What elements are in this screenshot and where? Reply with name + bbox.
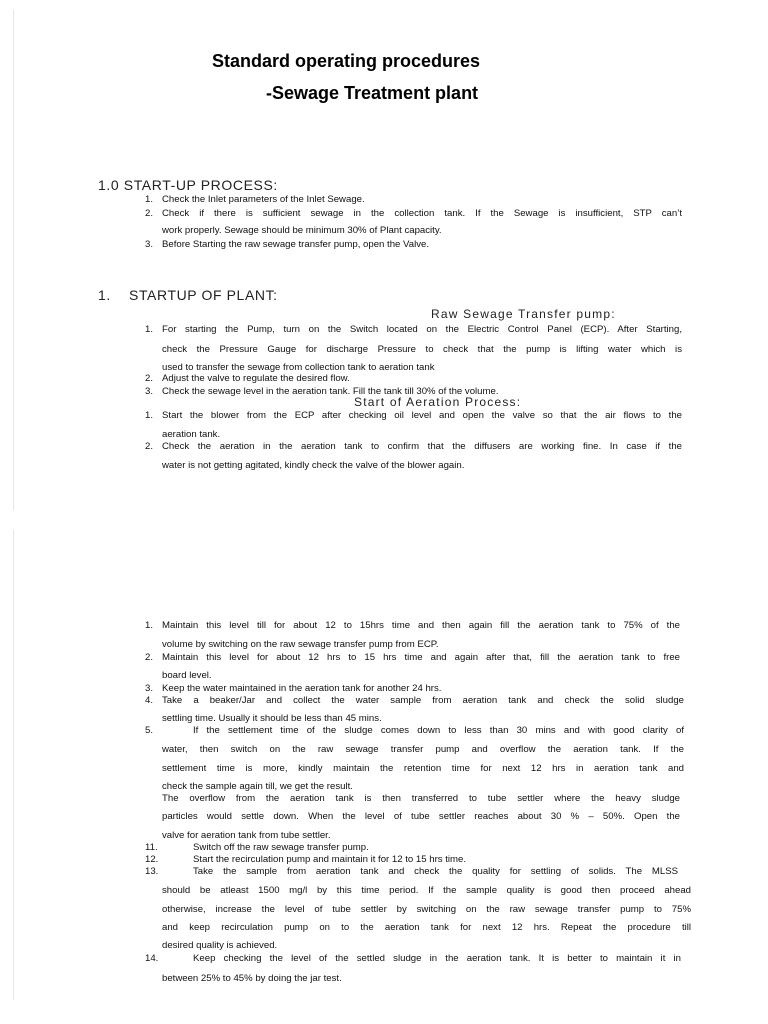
list-item-text: water is not getting agitated, kindly check the valve of the blower again. (162, 460, 465, 471)
subheading-start-of-aeration-process: Start of Aeration Process: (354, 395, 522, 409)
list-number: 1. (145, 410, 154, 421)
list-number: 3. (145, 386, 154, 397)
list-number: 1. (145, 620, 154, 631)
list-item-text: volume by switching on the raw sewage transfer pump from ECP. (162, 639, 439, 650)
list-item-text: desired quality is achieved. (162, 940, 278, 951)
list-number: 4. (145, 695, 154, 706)
list-item-text: Take the sample from aeration tank and check the quality for settling of solids. The MLSS (193, 866, 678, 877)
list-item-text: Maintain this level till for about 12 to 15hrs time and then again fill the aeration tank to 75% of the (162, 620, 680, 631)
list-item-text: should be atleast 1500 mg/l by this time period. If the sample quality is good then proceed ahead (162, 885, 691, 896)
list-number: 2. (145, 208, 154, 219)
list-item-text: Switch off the raw sewage transfer pump. (193, 842, 369, 853)
page-edge-line (13, 530, 14, 1000)
list-item-text: If the settlement time of the sludge comes down to less than 30 mins and with good clarity of (193, 725, 684, 736)
list-item-text: Adjust the valve to regulate the desired flow. (162, 373, 350, 384)
list-item-text: and keep recirculation pump on to the aeration tank for next 12 hrs. Repeat the procedure till (162, 922, 691, 933)
doc-title-line-1: Standard operating procedures (212, 51, 481, 71)
list-item-text: settling time. Usually it should be less than 45 mins. (162, 713, 382, 724)
list-item-text: check the sample again till, we get the result. (162, 781, 353, 792)
list-item-text: check the Pressure Gauge for discharge Pressure to check that the pump is lifting water which is (162, 344, 682, 355)
section-number: 1. (98, 287, 111, 303)
list-item-text: Check the Inlet parameters of the Inlet Sewage. (162, 194, 365, 205)
section-heading-startup-of-plant: STARTUP OF PLANT: (129, 287, 278, 303)
list-item-text: The overflow from the aeration tank is then transferred to tube settler where the heavy sludge (162, 793, 680, 804)
list-item-text: Maintain this level for about 12 hrs to 15 hrs time and again after that, fill the aeration tank to free (162, 652, 680, 663)
list-number: 2. (145, 373, 154, 384)
list-item-text: between 25% to 45% by doing the jar test. (162, 973, 342, 984)
list-item-text: aeration tank. (162, 429, 221, 440)
list-item-text: Check the aeration in the aeration tank to confirm that the diffusers are working fine. In case if the (162, 441, 682, 452)
list-item-text: Take a beaker/Jar and collect the water sample from aeration tank and check the solid sludge (162, 695, 684, 706)
list-number: 1. (145, 194, 154, 205)
list-number: 3. (145, 683, 154, 694)
page-edge-line (13, 10, 14, 510)
list-item-text: used to transfer the sewage from collection tank to aeration tank (162, 362, 435, 373)
list-item-text: For starting the Pump, turn on the Switch located on the Electric Control Panel (ECP). After Starting, (162, 324, 682, 335)
doc-title-line-2: -Sewage Treatment plant (266, 83, 479, 103)
list-item-text: Start the blower from the ECP after checking oil level and open the valve so that the air flows to the (162, 410, 682, 421)
list-number: 3. (145, 239, 154, 250)
list-number: 2. (145, 652, 154, 663)
list-item-text: Check the sewage level in the aeration tank. Fill the tank till 30% of the volume. (162, 386, 499, 397)
list-number: 2. (145, 441, 154, 452)
list-item-text: Keep checking the level of the settled sludge in the aeration tank. It is better to maintain it in (193, 953, 681, 964)
list-item-text: settlement time is more, kindly maintain the retention time for next 12 hrs in aeration tank and (162, 763, 684, 774)
list-item-text: valve for aeration tank from tube settler. (162, 830, 331, 841)
list-item-text: Keep the water maintained in the aeration tank for another 24 hrs. (162, 683, 442, 694)
list-number: 5. (145, 725, 154, 736)
section-heading-startup-process: 1.0 START-UP PROCESS: (98, 177, 278, 193)
subheading-raw-sewage-transfer-pump: Raw Sewage Transfer pump: (431, 307, 616, 321)
list-item-text: Check if there is sufficient sewage in the collection tank. If the Sewage is insufficient, STP can’t (162, 208, 682, 219)
list-number: 14. (145, 953, 159, 964)
list-item-text: Start the recirculation pump and maintain it for 12 to 15 hrs time. (193, 854, 467, 865)
list-number: 1. (145, 324, 154, 335)
list-item-text: board level. (162, 670, 212, 681)
list-item-text: particles would settle down. When the level of tube settler reaches about 30 % – 50%. Open the (162, 811, 680, 822)
list-item-text: work properly. Sewage should be minimum 30% of Plant capacity. (162, 225, 442, 236)
list-number: 12. (145, 854, 159, 865)
list-number: 13. (145, 866, 159, 877)
list-item-text: water, then switch on the raw sewage transfer pump and overflow the aeration tank. If the (162, 744, 684, 755)
list-item-text: otherwise, increase the level of tube settler by switching on the raw sewage transfer pump to 75% (162, 904, 691, 915)
list-item-text: Before Starting the raw sewage transfer pump, open the Valve. (162, 239, 429, 250)
list-number: 11. (145, 842, 158, 853)
